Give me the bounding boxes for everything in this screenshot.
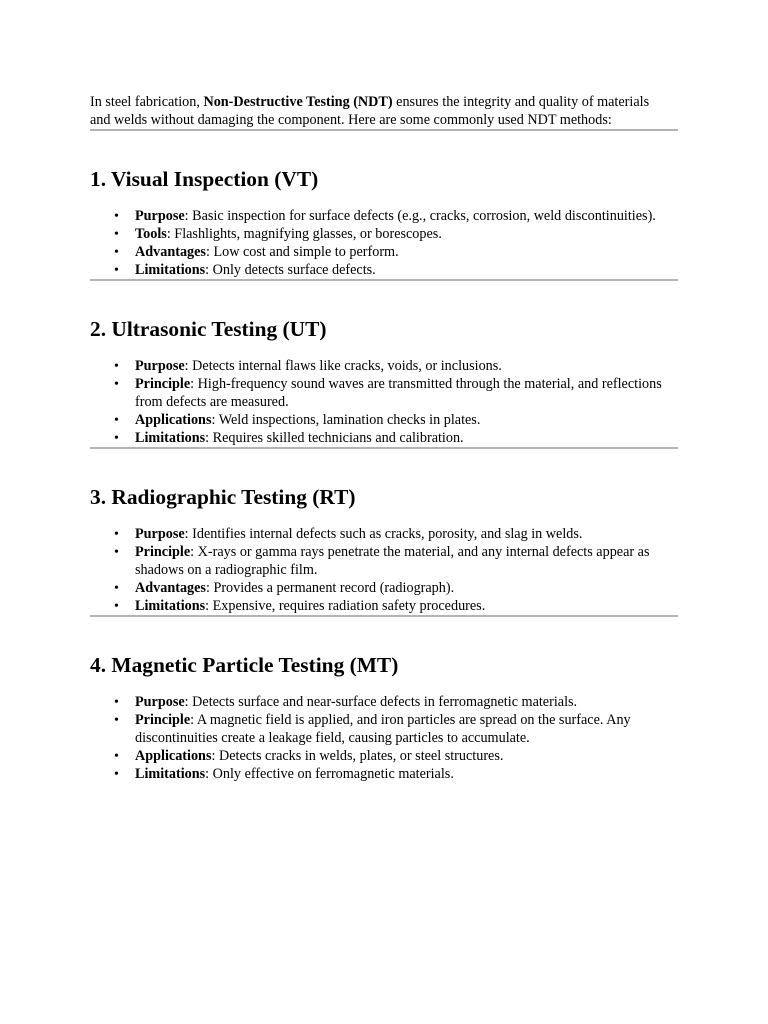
item-term: Limitations [135,765,206,782]
item-text: : X-rays or gamma rays penetrate the material, and any internal defects appear as shadows on a radiographic film. [135,544,650,578]
list-item [135,208,675,226]
item-text: : A magnetic field is applied, and iron particles are spread on the surface. Any discontinuities create a leakage field, causing particles to accumulate. [135,712,631,746]
item-term: Advantages [135,243,206,260]
divider [90,447,678,449]
item-term: Limitations [135,429,206,446]
section-visual-inspection [90,167,678,279]
item-term: Limitations [135,597,206,614]
item-term: Purpose [135,526,185,543]
item-text: : Low cost and simple to perform. [205,243,399,260]
item-term: Applications [135,411,212,428]
section-title: 4. Magnetic Particle Testing (MT) [90,653,399,678]
list-item [135,226,675,244]
intro-suffix: ensures the integrity and quality of materials and welds without damaging the component. Here are some commonly used NDT methods: [90,94,650,128]
item-term: Applications [135,747,212,764]
section-title: 1. Visual Inspection (VT) [90,167,319,192]
list-item [135,262,675,280]
list-item [135,748,675,766]
item-term: Purpose [135,358,185,375]
list-item [135,712,675,748]
item-term: Purpose [135,694,185,711]
section-title: 3. Radiographic Testing (RT) [90,485,356,510]
divider [90,615,678,617]
item-text: : Flashlights, magnifying glasses, or borescopes. [166,225,442,242]
list-item [135,544,675,580]
section-magnetic-particle-testing [90,653,678,783]
item-text: : Detects surface and near-surface defects in ferromagnetic materials. [184,694,578,711]
list-item [135,694,675,712]
list-item [135,358,675,376]
bullet-list [90,208,678,279]
list-item [135,430,675,448]
list-item [135,766,675,784]
item-term: Principle [135,376,191,393]
section-title: 2. Ultrasonic Testing (UT) [90,317,327,342]
list-item [135,526,675,544]
item-text: : Expensive, requires radiation safety procedures. [205,597,486,614]
section-radiographic-testing [90,485,678,615]
intro-paragraph [90,94,650,129]
item-term: Purpose [135,208,185,225]
bullet-list [90,526,678,615]
list-item [135,598,675,616]
list-item [135,376,675,412]
item-text: : High-frequency sound waves are transmitted through the material, and reflections from defects are measured. [135,376,662,410]
item-term: Principle [135,712,191,729]
list-item [135,244,675,262]
item-text: : Provides a permanent record (radiograph). [205,579,455,596]
list-item [135,580,675,598]
section-ultrasonic-testing [90,317,678,447]
item-text: : Basic inspection for surface defects (e.g., cracks, corrosion, weld discontinuities). [184,208,656,225]
item-text: : Only detects surface defects. [205,261,376,278]
item-text: : Detects cracks in welds, plates, or steel structures. [211,747,504,764]
item-text: : Identifies internal defects such as cracks, porosity, and slag in welds. [184,526,583,543]
intro-prefix: In steel fabrication, [90,94,204,110]
item-term: Principle [135,544,191,561]
item-text: : Detects internal flaws like cracks, voids, or inclusions. [184,358,502,375]
item-term: Tools [135,225,167,242]
item-text: : Weld inspections, lamination checks in plates. [211,411,481,428]
item-term: Limitations [135,261,206,278]
intro-bold-term: Non-Destructive Testing (NDT) [203,94,393,110]
item-text: : Requires skilled technicians and calibration. [205,429,464,446]
bullet-list [90,694,678,783]
divider [90,279,678,281]
bullet-list [90,358,678,447]
divider [90,129,678,131]
item-text: : Only effective on ferromagnetic materials. [205,765,454,782]
list-item [135,412,675,430]
item-term: Advantages [135,579,206,596]
